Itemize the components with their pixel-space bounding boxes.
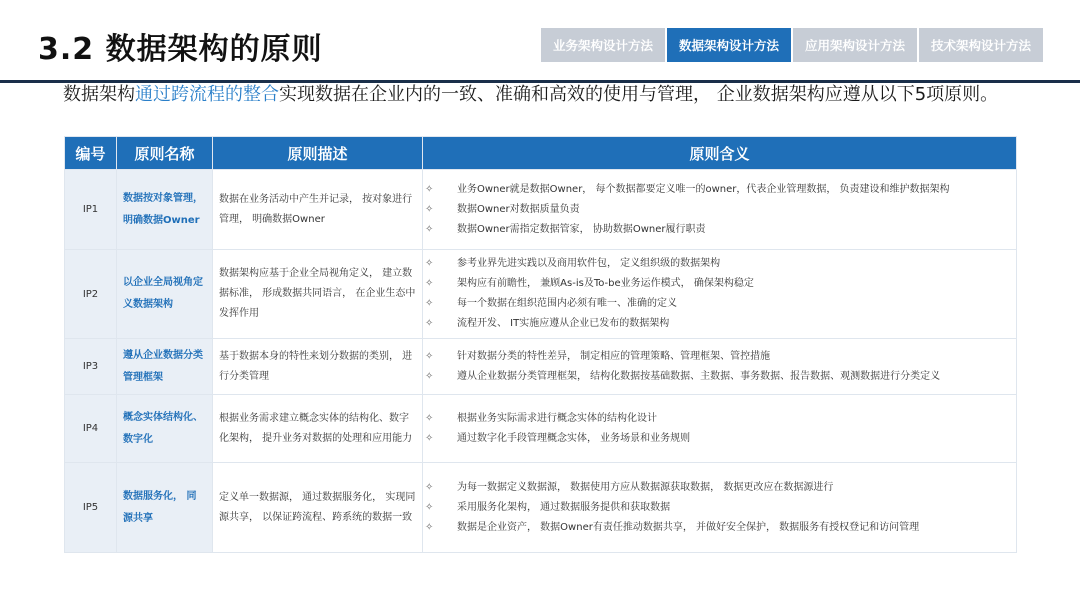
bullet-icon: ✧ — [425, 432, 434, 444]
header-divider — [0, 80, 1080, 83]
header-description: 原则描述 — [213, 137, 423, 170]
list-item: ✧ 架构应有前瞻性， 兼顾As-is及To-be业务运作模式， 确保架构稳定 — [423, 274, 1016, 294]
row-description: 定义单一数据源， 通过数据服务化， 实现同源共享， 以保证跨流程、跨系统的数据一致 — [213, 463, 423, 553]
bullet-icon: ✧ — [425, 501, 434, 513]
row-name: 数据服务化， 同源共享 — [117, 463, 213, 553]
row-meaning — [423, 250, 1017, 339]
bullet-icon: ✧ — [425, 350, 434, 362]
row-name: 概念实体结构化、数字化 — [117, 395, 213, 463]
bullet-icon: ✧ — [425, 318, 434, 329]
row-description: 数据架构应基于企业全局视角定义， 建立数据标准， 形成数据共同语言， 在企业生态中发挥作用 — [213, 250, 423, 339]
bullet-icon: ✧ — [425, 183, 434, 195]
header-id: 编号 — [65, 137, 117, 170]
row-id: IP5 — [65, 463, 117, 553]
list-item: ✧ 数据是企业资产， 数据Owner有责任推动数据共享， 并做好安全保护， 数据服务有授权登记和访问管理 — [423, 518, 1016, 538]
intro-text-post: 实现数据在企业内的一致、准确和高效的使用与管理， 企业数据架构应遵从以下5项原则。 — [279, 84, 999, 105]
section-tabs — [541, 28, 1045, 62]
header-meaning: 原则含义 — [423, 137, 1017, 170]
table-header-row — [65, 137, 1017, 170]
table-row — [65, 170, 1017, 250]
page-title: 3.2 数据架构的原则 — [38, 32, 323, 67]
row-meaning — [423, 395, 1017, 463]
table-row — [65, 339, 1017, 395]
tab-business-architecture[interactable]: 业务架构设计方法 — [541, 28, 665, 62]
list-item: ✧ 通过数字化手段管理概念实体， 业务场景和业务规则 — [423, 429, 1016, 449]
bullet-icon: ✧ — [425, 521, 434, 533]
tab-data-architecture[interactable]: 数据架构设计方法 — [667, 28, 791, 62]
row-name: 遵从企业数据分类管理框架 — [117, 339, 213, 395]
row-name: 以企业全局视角定义数据架构 — [117, 250, 213, 339]
principles-table — [64, 136, 1017, 553]
tab-application-architecture[interactable]: 应用架构设计方法 — [793, 28, 917, 62]
list-item: ✧ 参考业界先进实践以及商用软件包， 定义组织级的数据架构 — [423, 254, 1016, 274]
row-id: IP3 — [65, 339, 117, 395]
list-item: ✧ 采用服务化架构， 通过数据服务提供和获取数据 — [423, 498, 1016, 518]
row-meaning — [423, 170, 1017, 250]
table-row — [65, 395, 1017, 463]
list-item: ✧ 流程开发、 IT实施应遵从企业已发布的数据架构 — [423, 314, 1016, 334]
list-item: ✧ 遵从企业数据分类管理框架， 结构化数据按基础数据、主数据、事务数据、报告数据、观测数据进行分类定义 — [423, 367, 1016, 387]
row-description: 数据在业务活动中产生并记录， 按对象进行管理， 明确数据Owner — [213, 170, 423, 250]
bullet-icon: ✧ — [425, 258, 434, 269]
bullet-icon: ✧ — [425, 481, 434, 493]
row-name: 数据按对象管理，明确数据Owner — [117, 170, 213, 250]
list-item: ✧ 数据Owner对数据质量负责 — [423, 200, 1016, 220]
list-item: ✧ 根据业务实际需求进行概念实体的结构化设计 — [423, 409, 1016, 429]
bullet-icon: ✧ — [425, 223, 434, 235]
row-meaning — [423, 463, 1017, 553]
intro-text-pre: 数据架构 — [63, 84, 135, 105]
header-name: 原则名称 — [117, 137, 213, 170]
list-item: ✧ 针对数据分类的特性差异， 制定相应的管理策略、管理框架、管控措施 — [423, 347, 1016, 367]
bullet-icon: ✧ — [425, 278, 434, 289]
bullet-icon: ✧ — [425, 298, 434, 309]
row-description: 基于数据本身的特性来划分数据的类别， 进行分类管理 — [213, 339, 423, 395]
bullet-icon: ✧ — [425, 412, 434, 424]
table-row — [65, 250, 1017, 339]
list-item: ✧ 数据Owner需指定数据管家， 协助数据Owner履行职责 — [423, 220, 1016, 240]
intro-paragraph — [63, 84, 1023, 106]
table-row — [65, 463, 1017, 553]
row-id: IP2 — [65, 250, 117, 339]
list-item: ✧ 为每一数据定义数据源， 数据使用方应从数据源获取数据， 数据更改应在数据源进行 — [423, 478, 1016, 498]
tab-technology-architecture[interactable]: 技术架构设计方法 — [919, 28, 1043, 62]
bullet-icon: ✧ — [425, 203, 434, 215]
row-description: 根据业务需求建立概念实体的结构化、数字化架构， 提升业务对数据的处理和应用能力 — [213, 395, 423, 463]
bullet-icon: ✧ — [425, 370, 434, 382]
row-meaning — [423, 339, 1017, 395]
list-item: ✧ 每一个数据在组织范围内必须有唯一、准确的定义 — [423, 294, 1016, 314]
list-item: ✧ 业务Owner就是数据Owner， 每个数据都要定义唯一的owner，代表企业管理数据， 负责建设和维护数据架构 — [423, 180, 1016, 200]
row-id: IP4 — [65, 395, 117, 463]
intro-highlight: 通过跨流程的整合 — [135, 84, 279, 105]
row-id: IP1 — [65, 170, 117, 250]
